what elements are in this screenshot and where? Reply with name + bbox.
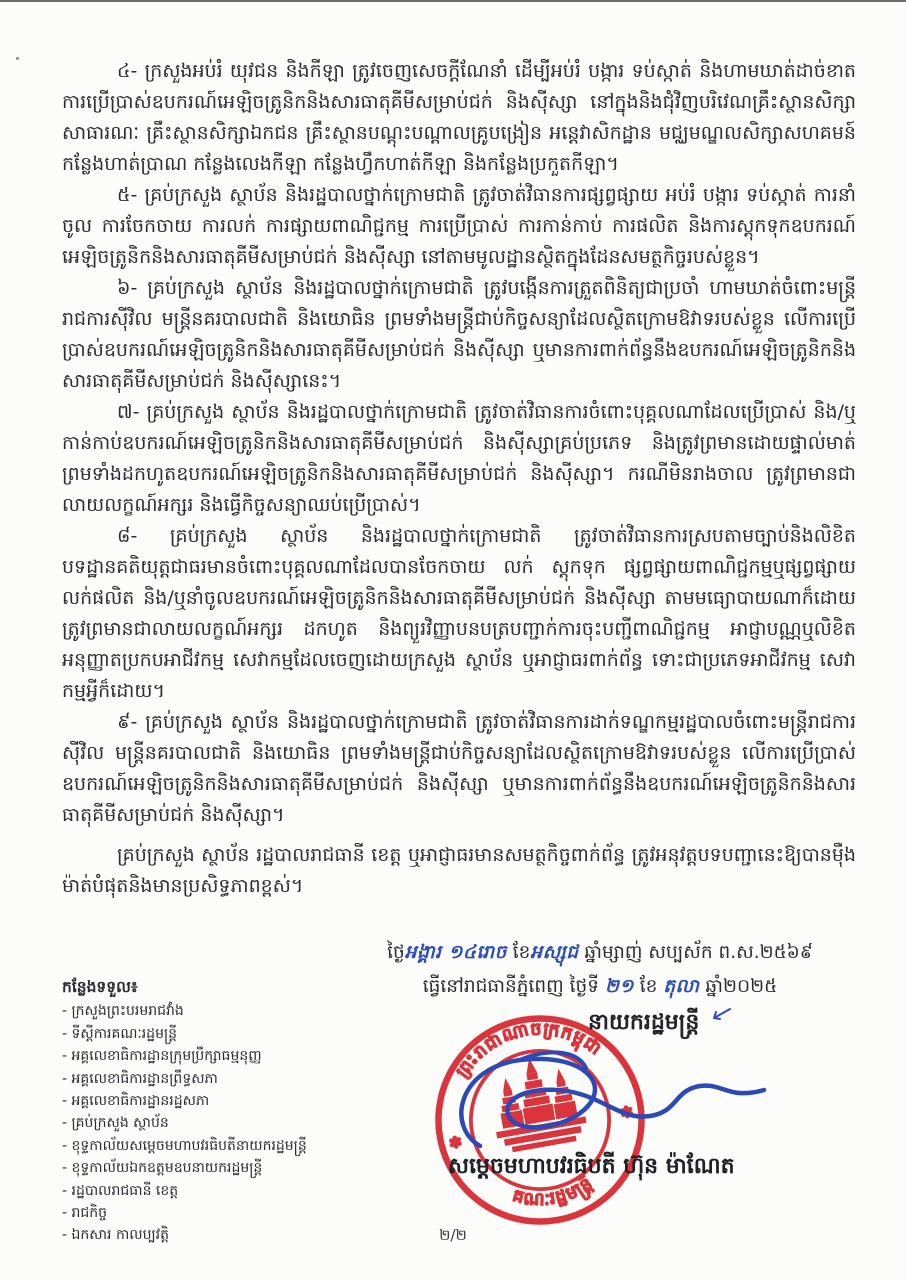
signer-title-text: នាយករដ្ឋមន្ត្រី xyxy=(588,1010,700,1035)
recipients-header: កន្លែងទទួល៖ xyxy=(62,978,138,996)
scan-edge-artifact xyxy=(0,0,906,2)
paragraph-7: ៧- គ្រប់ក្រសួង ស្ថាប័ន និងរដ្ឋបាលថ្នាក់ក្រោមជាតិ ត្រូវចាត់វិធានការចំពោះបុគ្គលណាដែលប្រើប្រាស់ និង/ឬកាន់កាប់ឧបករណ៍អេឡិចត្រូនិកនិងសារធាតុគីមីសម្រាប់ជក់ និងស៊ីស្សាគ្រប់ប្រភេទ និងត្រូវព្រមានដោយផ្ទាល់មាត់ ព្រមទាំងដកហូតឧបករណ៍អេឡិចត្រូនិកនិងសារធាតុគីមីសម្រាប់ជក់ និងស៊ីស្សា។ ករណីមិនរាងចាល ត្រូវព្រមានជាលាយលក្ខណ៍អក្សរ និងធ្វើកិច្ចសន្យាឈប់ប្រើប្រាស់។ xyxy=(62,401,856,516)
signer-name: សម្តេចមហាបវរធិបតី ហ៊ុន ម៉ាណែត xyxy=(448,1154,735,1179)
recipients-list xyxy=(62,1000,392,1246)
recipient-item: - ទីស្តីការគណៈរដ្ឋមន្ត្រី xyxy=(62,1025,178,1042)
dateline-print: ថ្ងៃ xyxy=(387,942,405,963)
recipient-item: - ខុទ្ទកាល័យឯកឧត្តមឧបនាយករដ្ឋមន្ត្រី xyxy=(62,1160,263,1177)
page-number: ២/២ xyxy=(439,1226,467,1244)
dateline-print: ឆ្នាំ២០២៥ xyxy=(699,976,778,997)
document-body xyxy=(62,56,856,940)
seal-separator-right: ✽ xyxy=(618,1101,636,1123)
recipient-item: - ឯកសារ កាលប្បវត្តិ xyxy=(62,1227,169,1244)
paragraph-5: ៥- គ្រប់ក្រសួង ស្ថាប័ន និងរដ្ឋបាលថ្នាក់ក្រោមជាតិ ត្រូវចាត់វិធានការផ្សព្វផ្សាយ អប់រំ បង្ការ ទប់ស្កាត់ ការនាំចូល ការចែកចាយ ការលក់ ការផ្សាយពាណិជ្ជកម្ម ការប្រើប្រាស់ ការកាន់កាប់ ការផលិត និងការស្តុកទុកឧបករណ៍អេឡិចត្រូនិកនិងសារធាតុគីមីសម្រាប់ជក់ និងស៊ីស្សា នៅតាមមូលដ្ឋានស្ថិតក្នុងដែនសមត្ថកិច្ចរបស់ខ្លួន។ xyxy=(62,184,856,268)
recipient-item: - ក្រសួងព្រះបរមរាជវាំង xyxy=(62,1003,184,1020)
seal-bottom-text: គណៈរដ្ឋមន្ត្រី xyxy=(510,1173,598,1211)
closing-paragraph: គ្រប់ក្រសួង ស្ថាប័ន រដ្ឋបាលរាជធានី ខេត្ត ឬអាជ្ញាធរមានសមត្ថកិច្ចពាក់ព័ន្ធ ត្រូវអនុវត្តបទបញ្ជានេះឱ្យបានម៉ឺងម៉ាត់បំផុតនិងមានប្រសិទ្ធភាពខ្ពស់។ xyxy=(62,844,856,897)
handwritten-weekday: អង្គារ ១៤រោច xyxy=(404,942,507,963)
dateline-print: ខែ xyxy=(506,942,531,963)
pen-mark-icon xyxy=(709,1004,733,1029)
dateline-lunar xyxy=(320,936,880,970)
recipient-item: - រដ្ឋបាលរាជធានី ខេត្ត xyxy=(62,1182,179,1199)
dateline-print: ខែ xyxy=(633,976,664,997)
dateline-block xyxy=(320,936,880,1004)
paragraph-8: ៨- គ្រប់ក្រសួង ស្ថាប័ន និងរដ្ឋបាលថ្នាក់ក្រោមជាតិ ត្រូវចាត់វិធានការស្របតាមច្បាប់និងលិខិតបទដ្ឋានគតិយុត្តជាធរមានចំពោះបុគ្គលណាដែលបានចែកចាយ លក់ ស្តុកទុក ផ្សព្វផ្សាយពាណិជ្ជកម្មឬផ្សព្វផ្សាយ លក់ផលិត និង/ឬនាំចូលឧបករណ៍អេឡិចត្រូនិកនិងសារធាតុគីមីសម្រាប់ជក់ និងស៊ីស្សា តាមមធ្យោបាយណាក៏ដោយ ត្រូវព្រមានជាលាយលក្ខណ៍អក្សរ ដកហូត និងព្យួរវិញ្ញាបនបត្របញ្ជាក់ការចុះបញ្ជីពាណិជ្ជកម្ម អាជ្ញាបណ្ណឬលិខិតអនុញ្ញាតប្រកបអាជីវកម្ម សេវាកម្មដែលចេញដោយក្រសួង ស្ថាប័ន ឬអាជ្ញាធរពាក់ព័ន្ធ ទោះជាប្រភេទអាជីវកម្ម សេវាកម្មអ្វីក៏ដោយ។ xyxy=(62,525,856,702)
dateline-civil xyxy=(320,970,880,1004)
recipient-item: - អគ្គលេខាធិការដ្ឋានក្រុមប្រឹក្សាធម្មនុញ្ញ xyxy=(62,1048,262,1065)
dateline-print: ធ្វើនៅរាជធានីភ្នំពេញ ថ្ងៃទី xyxy=(422,976,605,997)
recipient-item: - រាជកិច្ច xyxy=(62,1205,108,1222)
handwritten-month: តុលា xyxy=(663,976,700,997)
paragraph-4: ៤- ក្រសួងអប់រំ យុវជន និងកីឡា ត្រូវចេញសេចក្តីណែនាំ ដើម្បីអប់រំ បង្ការ ទប់ស្កាត់ និងហាមឃាត់ដាច់ខាតការប្រើប្រាស់ឧបករណ៍អេឡិចត្រូនិកនិងសារធាតុគីមីសម្រាប់ជក់ និងស៊ីស្សា នៅក្នុងនិងជុំវិញបរិវេណគ្រឹះស្ថានសិក្សាសាធារណៈ គ្រឹះស្ថានសិក្សាឯកជន គ្រឹះស្ថានបណ្តុះបណ្តាលគ្រូបង្រៀន អន្តេវាសិកដ្ឋាន មជ្ឈមណ្ឌលសិក្សាសហគមន៍ កន្លែងហាត់ប្រាណ កន្លែងលេងកីឡា កន្លែងហ្វឹកហាត់កីឡា និងកន្លែងប្រកួតកីឡា។ xyxy=(62,60,856,175)
handwritten-day: ២១ xyxy=(604,976,634,997)
paragraph-6: ៦- គ្រប់ក្រសួង ស្ថាប័ន និងរដ្ឋបាលថ្នាក់ក្រោមជាតិ ត្រូវបង្កើនការត្រួតពិនិត្យជាប្រចាំ ហាមឃាត់ចំពោះមន្ត្រីរាជការស៊ីវិល មន្ត្រីនគរបាលជាតិ និងយោធិន ព្រមទាំងមន្ត្រីជាប់កិច្ចសន្យាដែលស្ថិតក្រោមឱវាទរបស់ខ្លួន លើការប្រើប្រាស់ឧបករណ៍អេឡិចត្រូនិកនិងសារធាតុគីមីសម្រាប់ជក់ និងស៊ីស្សា ឬមានការពាក់ព័ន្ធនឹងឧបករណ៍អេឡិចត្រូនិកនិងសារធាតុគីមីសម្រាប់ជក់ និងស៊ីស្សានេះ។ xyxy=(62,277,856,392)
recipient-item: - អគ្គលេខាធិការដ្ឋានព្រឹទ្ធសភា xyxy=(62,1070,218,1087)
seal-top-text: ព្រះរាជាណាចក្រកម្ពុជា xyxy=(452,1019,606,1082)
dateline-print: ឆ្នាំម្សាញ់ សប្បស័ក ព.ស.២៥៦៩ xyxy=(578,942,813,963)
recipients-block xyxy=(62,976,392,1247)
scan-speck-artifact xyxy=(16,57,19,60)
paragraph-9: ៩- គ្រប់ក្រសួង ស្ថាប័ន និងរដ្ឋបាលថ្នាក់ក្រោមជាតិ ត្រូវចាត់វិធានការដាក់ទណ្ឌកម្មរដ្ឋបាលចំពោះមន្ត្រីរាជការស៊ីវិល មន្ត្រីនគរបាលជាតិ និងយោធិន ព្រមទាំងមន្ត្រីជាប់កិច្ចសន្យាដែលស្ថិតក្រោមឱវាទរបស់ខ្លួន លើការប្រើប្រាស់ឧបករណ៍អេឡិចត្រូនិកនិងសារធាតុគីមីសម្រាប់ជក់ និងស៊ីស្សា ឬមានការពាក់ព័ន្ធនឹងឧបករណ៍អេឡិចត្រូនិកនិងសារធាតុគីមីសម្រាប់ជក់ និងស៊ីស្សា។ xyxy=(62,711,856,826)
recipient-item: - គ្រប់ក្រសួង ស្ថាប័ន xyxy=(62,1115,169,1132)
recipient-item: - ខុទ្ទកាល័យសម្តេចមហាបវរធិបតីនាយករដ្ឋមន្ត្រី xyxy=(62,1137,307,1154)
handwritten-lunar-month: អស្សុជ xyxy=(530,942,579,963)
recipient-item: - អគ្គលេខាធិការដ្ឋានរដ្ឋសភា xyxy=(62,1093,210,1110)
seal-separator-left: ✽ xyxy=(447,1131,464,1154)
